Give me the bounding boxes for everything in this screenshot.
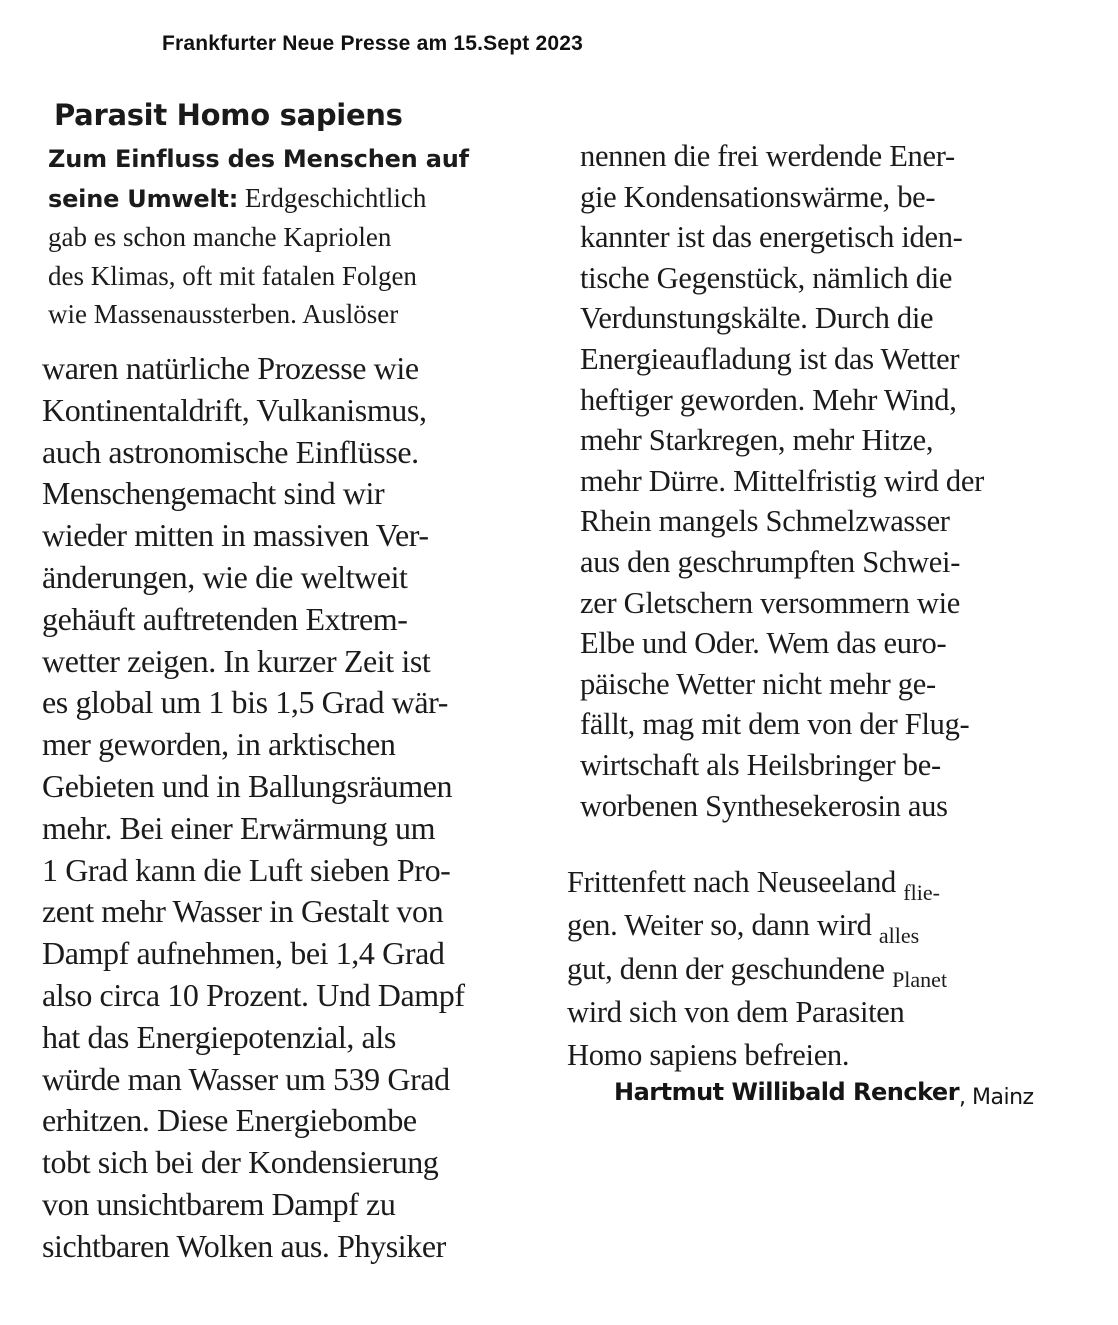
- lead-kicker: Zum Einfluss des Menschen auf: [48, 145, 469, 173]
- body-line: waren natürliche Prozesse wie: [42, 350, 419, 386]
- body-line: Verdunstungskälte. Durch die: [580, 301, 934, 336]
- body-line: aus den geschrumpften Schwei-: [580, 544, 961, 579]
- body-line: mehr Starkregen, mehr Hitze,: [580, 423, 934, 458]
- body-line-main: wird sich von dem Parasiten: [567, 994, 905, 1029]
- body-line: wirtschaft als Heilsbringer be-: [580, 747, 941, 782]
- lead-line: wie Massenaussterben. Auslöser: [48, 299, 399, 329]
- author-name: Hartmut Willibald Rencker: [614, 1078, 960, 1106]
- body-line: änderungen, wie die weltweit: [42, 558, 408, 595]
- body-line: zent mehr Wasser in Gestalt von: [42, 893, 444, 930]
- body-line: mer geworden, in arktischen: [42, 726, 396, 763]
- article-column-2-continuation: [567, 862, 1047, 1078]
- body-line: [567, 905, 1047, 948]
- body-line: erhitzen. Diese Energiebombe: [42, 1102, 417, 1139]
- body-line: wieder mitten in massiven Ver-: [42, 517, 429, 554]
- article-column-2: [580, 136, 1080, 826]
- lead-line: des Klimas, oft mit fatalen Folgen: [48, 260, 417, 291]
- body-line: zer Gletschern versommern wie: [580, 585, 961, 620]
- body-line: [567, 1035, 1047, 1078]
- body-line: mehr Dürre. Mittelfristig wird der: [580, 463, 984, 498]
- body-line: heftiger geworden. Mehr Wind,: [580, 382, 957, 417]
- lead-line: [48, 179, 528, 219]
- body-line: [567, 862, 1047, 905]
- body-line: Elbe und Oder. Wem das euro-: [580, 626, 947, 661]
- lead-kicker-2: seine Umwelt:: [48, 184, 239, 213]
- article-column-1: [42, 348, 542, 1268]
- lead-line: gab es schon manche Kapriolen: [48, 222, 392, 252]
- body-line: [567, 949, 1047, 992]
- body-line: tische Gegenstück, nämlich die: [580, 260, 953, 295]
- body-line: Kontinentaldrift, Vulkanismus,: [42, 391, 427, 428]
- body-line-main: gen. Weiter so, dann wird: [567, 908, 879, 943]
- newspaper-source: Frankfurter Neue Presse am 15.Sept 2023: [162, 32, 584, 55]
- article-title: Parasit Homo sapiens: [54, 98, 403, 132]
- body-line-main: gut, denn der geschundene: [567, 951, 893, 986]
- body-line: Rhein mangels Schmelzwasser: [580, 504, 950, 539]
- body-line: [567, 992, 1047, 1035]
- body-line: gie Kondensationswärme, be-: [580, 179, 936, 214]
- body-line: Dampf aufnehmen, bei 1,4 Grad: [42, 935, 445, 972]
- body-line: Menschengemacht sind wir: [42, 475, 385, 512]
- body-line: wetter zeigen. In kurzer Zeit ist: [42, 642, 431, 679]
- body-line-tail: flie-: [903, 880, 940, 905]
- body-line: auch astronomische Einflüsse.: [42, 433, 419, 470]
- article-lead: [48, 140, 528, 334]
- body-line: kannter ist das energetisch iden-: [580, 220, 963, 255]
- body-line: es global um 1 bis 1,5 Grad wär-: [42, 684, 449, 721]
- body-line: worbenen Synthesekerosin aus: [580, 788, 948, 823]
- body-line: Energieaufladung ist das Wetter: [580, 341, 960, 376]
- body-line: hat das Energiepotenzial, als: [42, 1018, 396, 1055]
- body-line: päische Wetter nicht mehr ge-: [580, 666, 936, 701]
- body-line: nennen die frei werdende Ener-: [580, 139, 955, 173]
- body-line-main: Homo sapiens befreien.: [567, 1038, 850, 1073]
- author-signature: [614, 1078, 1034, 1110]
- body-line: von unsichtbarem Dampf zu: [42, 1185, 396, 1222]
- body-line: fällt, mag mit dem von der Flug-: [580, 707, 970, 742]
- body-line: also circa 10 Prozent. Und Dampf: [42, 976, 465, 1013]
- body-line-tail: Planet: [892, 966, 948, 992]
- author-place: , Mainz: [959, 1085, 1034, 1110]
- body-line-main: Frittenfett nach Neuseeland: [567, 865, 904, 899]
- body-line: tobt sich bei der Kondensierung: [42, 1144, 439, 1181]
- body-line: 1 Grad kann die Luft sieben Pro-: [42, 851, 451, 888]
- body-line: gehäuft auftretenden Extrem-: [42, 600, 408, 637]
- lead-line-rest: Erdgeschichtlich: [238, 182, 427, 213]
- body-line: Gebieten und in Ballungsräumen: [42, 767, 453, 804]
- body-line: würde man Wasser um 539 Grad: [42, 1060, 450, 1097]
- body-line-tail: alles: [878, 923, 920, 949]
- body-line: sichtbaren Wolken aus. Physiker: [42, 1227, 446, 1264]
- body-line: mehr. Bei einer Erwärmung um: [42, 809, 436, 846]
